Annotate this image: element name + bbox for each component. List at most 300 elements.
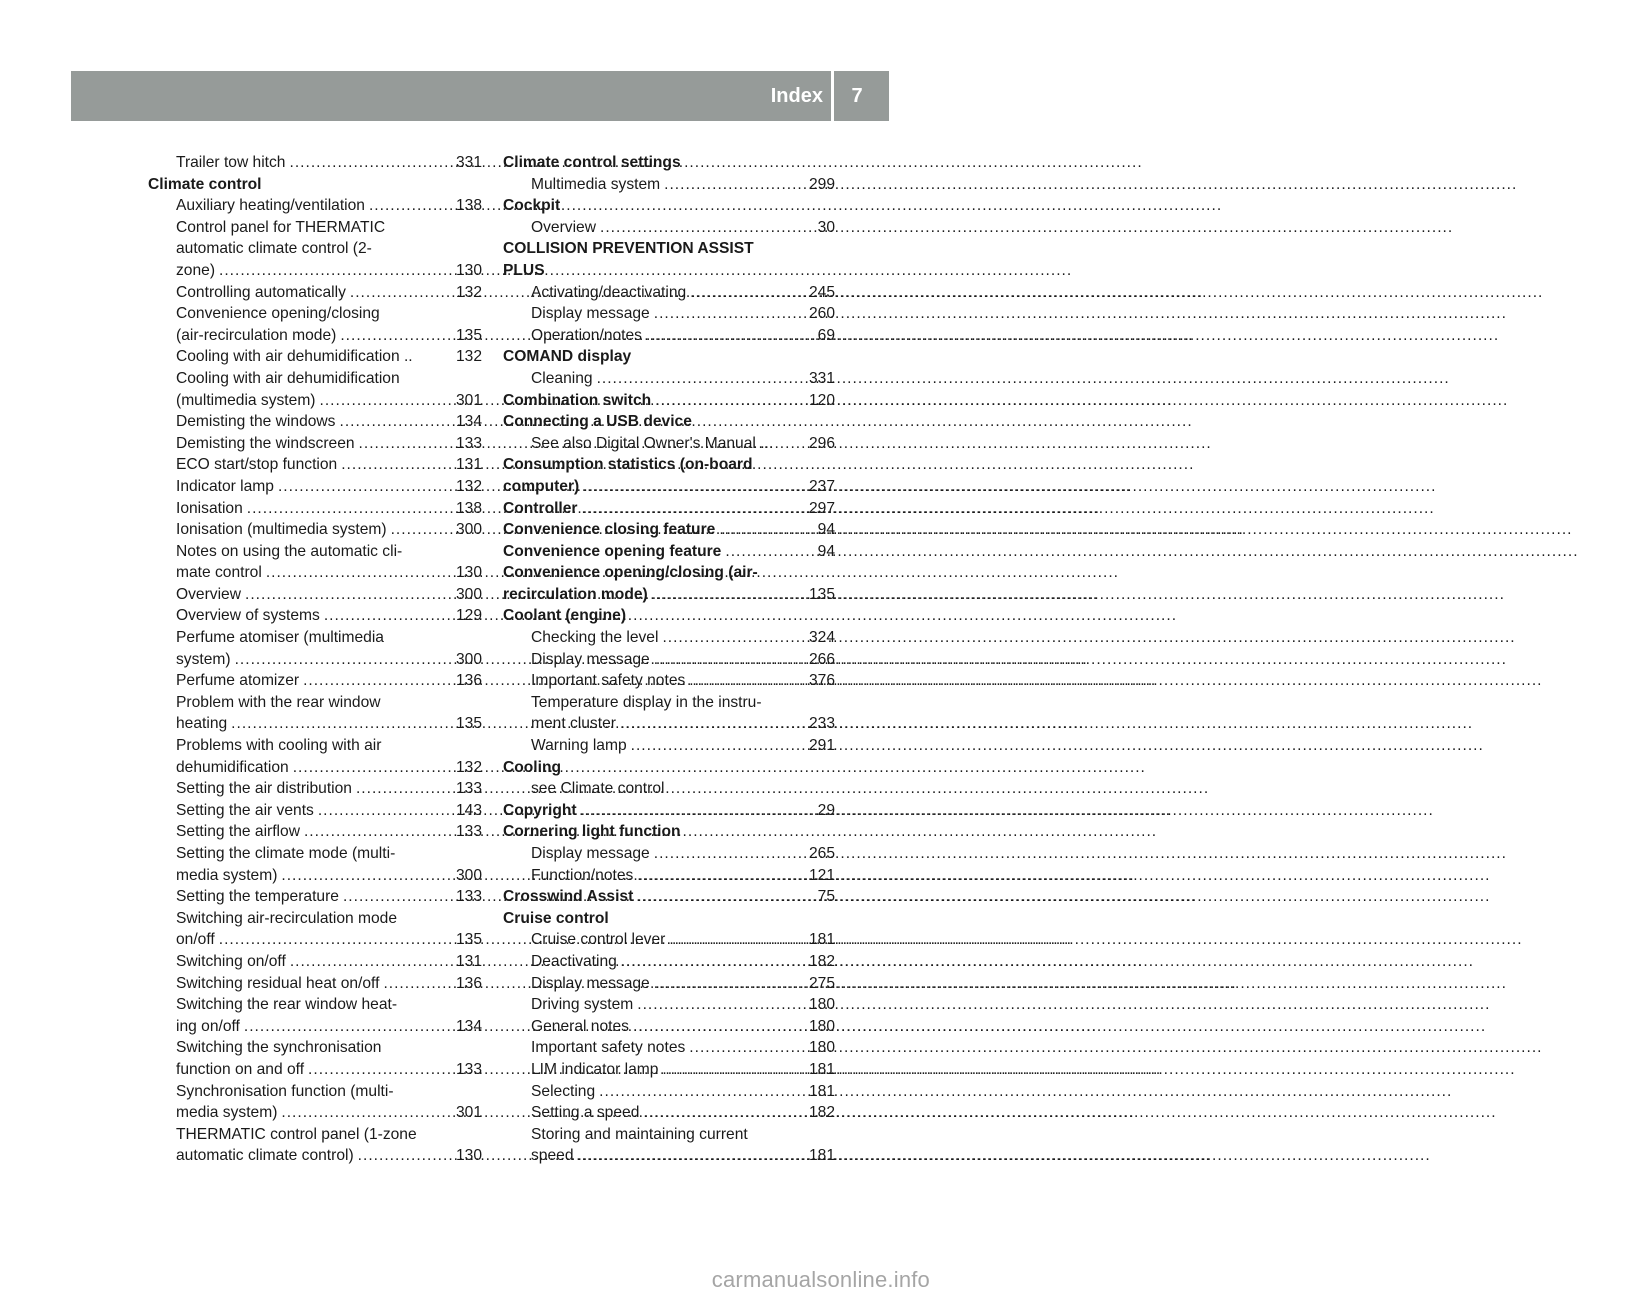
leader-dots (281, 865, 452, 887)
entry-page-number: 121 (808, 866, 835, 884)
leader-dots (633, 1016, 805, 1038)
entry-text: Multimedia system (531, 175, 661, 193)
leader-dots (369, 195, 452, 217)
entry-text: Checking the level (531, 629, 659, 647)
entry-text: Connecting a USB device (503, 413, 692, 431)
index-entry (148, 476, 482, 498)
entry-text: Display message (531, 305, 650, 323)
index-entry (148, 1016, 482, 1038)
index-entry (503, 1081, 835, 1103)
entry-page-number: 331 (455, 154, 482, 171)
index-entry (503, 584, 835, 606)
entry-page-number: 135 (455, 931, 482, 949)
leader-dots (266, 562, 452, 584)
entry-text: Convenience opening feature (503, 542, 722, 560)
index-entry (503, 562, 835, 584)
leader-dots (654, 303, 805, 325)
index-entry (503, 649, 835, 671)
index-entry (148, 1037, 482, 1059)
index-entry (503, 800, 835, 822)
index-entry (503, 152, 835, 174)
entry-page-number: 131 (455, 952, 482, 970)
entry-text: Driving system (531, 996, 634, 1014)
entry-text: media system) (176, 1104, 278, 1122)
leader-dots (662, 627, 805, 649)
entry-text: ECO start/stop function (176, 456, 338, 474)
entry-text: COMAND display (503, 348, 632, 366)
leader-dots (654, 973, 805, 995)
index-entry (503, 973, 835, 995)
leader-dots (290, 951, 452, 973)
entry-page-number: 132 (455, 348, 482, 366)
entry-text: Problems with cooling with air (176, 737, 382, 755)
entry-page-number: 94 (817, 542, 835, 560)
index-entry (148, 713, 482, 735)
index-entry (503, 476, 835, 498)
entry-text: Crosswind Assist (503, 888, 634, 906)
index-entry (503, 886, 835, 908)
index-entry (148, 584, 482, 606)
leader-dots (304, 821, 452, 843)
index-entry (148, 498, 482, 520)
entry-page-number: 29 (817, 801, 835, 819)
leader-dots (244, 1016, 452, 1038)
entry-text: Switching residual heat on/off (176, 974, 380, 992)
index-entry (503, 541, 835, 563)
entry-page-number: 301 (455, 391, 482, 409)
index-entry (148, 346, 482, 368)
leader-dots (245, 584, 452, 606)
entry-page-number: 275 (808, 974, 835, 992)
index-entry (503, 843, 835, 865)
leader-dots (620, 713, 805, 735)
leader-dots (600, 217, 814, 239)
entry-text: LIM indicator lamp (531, 1060, 659, 1078)
entry-page-number: 296 (808, 434, 835, 452)
entry-text: Important safety notes (531, 1039, 686, 1057)
entry-text: system) (176, 650, 231, 668)
entry-page-number: 301 (455, 1104, 482, 1122)
entry-page-number: 237 (808, 477, 835, 495)
index-entry (148, 541, 482, 563)
index-entry (148, 821, 482, 843)
index-entry (148, 627, 482, 649)
index-entry (148, 454, 482, 476)
index-entry (148, 282, 482, 304)
index-entry (503, 390, 835, 412)
entry-page-number: 331 (808, 369, 835, 387)
index-entry (503, 692, 835, 714)
leader-dots (281, 1102, 452, 1124)
entry-text: computer) (503, 477, 580, 495)
entry-page-number: 300 (455, 650, 482, 668)
entry-text: Display message (531, 650, 650, 668)
index-entry (148, 778, 482, 800)
entry-text: Selecting (531, 1082, 596, 1100)
entry-text: Indicator lamp (176, 477, 274, 495)
index-entry (148, 562, 482, 584)
index-entry (503, 368, 835, 390)
entry-page-number: 300 (455, 521, 482, 539)
entry-text: Control panel for THERMATIC (176, 218, 386, 236)
index-entry (148, 757, 482, 779)
index-column-right (503, 152, 835, 1167)
leader-dots (289, 152, 451, 174)
header-bar (71, 71, 889, 121)
entry-text: Switching on/off (176, 952, 286, 970)
entry-page-number: 130 (455, 564, 482, 582)
entry-page-number: 143 (455, 801, 482, 819)
entry-page-number: 180 (808, 996, 835, 1014)
leader-dots (719, 519, 813, 541)
entry-page-number: 180 (808, 1017, 835, 1035)
entry-text: Cleaning (531, 369, 593, 387)
entry-page-number: 30 (817, 218, 835, 236)
entry-text: Combination switch (503, 391, 652, 409)
entry-text: automatic climate control (2- (176, 240, 372, 258)
entry-text: Operation/notes (531, 326, 642, 344)
index-entry (503, 433, 835, 455)
entry-text: Overview (176, 585, 241, 603)
entry-text: Cornering light function (503, 823, 681, 841)
entry-text: PLUS (503, 261, 545, 279)
entry-page-number: 131 (455, 456, 482, 474)
entry-text: heating (176, 715, 228, 733)
entry-page-number: 180 (808, 1039, 835, 1057)
index-entry (503, 1037, 835, 1059)
entry-text: Setting the air distribution (176, 780, 352, 798)
entry-text: Setting the climate mode (multi- (176, 845, 396, 862)
entry-text: Function/notes (531, 866, 634, 884)
entry-page-number: 135 (808, 585, 835, 603)
leader-dots (643, 1102, 805, 1124)
leader-dots (219, 929, 452, 951)
entry-text: Important safety notes (531, 672, 686, 690)
leader-dots (655, 390, 805, 412)
entry-text: see Climate control (531, 780, 665, 798)
entry-page-number: 129 (455, 607, 482, 625)
entry-page-number: 133 (455, 823, 482, 841)
header-divider (831, 71, 834, 121)
index-entry (148, 800, 482, 822)
index-entry (503, 713, 835, 735)
index-entry (503, 519, 835, 541)
leader-dots (356, 778, 452, 800)
entry-text: Auxiliary heating/ventilation (176, 197, 365, 215)
entry-page-number: 69 (817, 326, 835, 344)
entry-page-number: 120 (808, 391, 835, 409)
index-entry (503, 605, 835, 627)
entry-text: Ionisation (multimedia system) (176, 521, 387, 539)
index-entry (503, 260, 835, 282)
leader-dots (689, 1037, 805, 1059)
index-entry (148, 174, 482, 196)
leader-dots (318, 800, 452, 822)
leader-dots (578, 1145, 805, 1167)
entry-page-number: 133 (455, 434, 482, 452)
entry-text: Problem with the rear window (176, 693, 381, 711)
entry-text: Display message (531, 974, 650, 992)
index-column-left (148, 152, 482, 1167)
entry-page-number: 94 (817, 521, 835, 539)
entry-text: mate control (176, 564, 262, 582)
section-title: Index (770, 85, 823, 107)
entry-text: speed (531, 1147, 574, 1165)
entry-text: See also Digital Owner's Manual ... (531, 434, 774, 452)
entry-text: Controlling automatically (176, 283, 346, 301)
entry-page-number: 181 (808, 1147, 835, 1165)
entry-page-number: 135 (455, 326, 482, 344)
entry-page-number: 138 (455, 197, 482, 215)
entry-text: Convenience opening/closing (air- (503, 564, 758, 582)
entry-text: Demisting the windscreen (176, 434, 355, 452)
entry-text: (air-recirculation mode) (176, 326, 337, 344)
index-entry (148, 929, 482, 951)
leader-dots (631, 735, 805, 757)
index-entry (503, 454, 835, 476)
entry-text: COLLISION PREVENTION ASSIST (503, 240, 754, 258)
index-entry (503, 1059, 835, 1081)
leader-dots (324, 605, 452, 627)
entry-page-number: 181 (808, 1082, 835, 1100)
entry-page-number: 138 (455, 499, 482, 517)
index-entry (503, 627, 835, 649)
entry-page-number: 265 (808, 845, 835, 862)
index-entry (148, 692, 482, 714)
entry-text: recirculation mode) (503, 585, 648, 603)
leader-dots (664, 174, 805, 196)
entry-page-number: 130 (455, 1147, 482, 1165)
index-entry (503, 238, 835, 260)
index-entry (148, 195, 482, 217)
index-entry (148, 951, 482, 973)
entry-page-number: 245 (808, 283, 835, 301)
entry-page-number: 135 (455, 715, 482, 733)
leader-dots (646, 325, 814, 347)
leader-dots (391, 519, 452, 541)
index-entry (503, 303, 835, 325)
leader-dots (652, 584, 805, 606)
entry-page-number: 133 (455, 780, 482, 798)
entry-text: function on and off (176, 1060, 305, 1078)
index-entry (148, 865, 482, 887)
index-entry (148, 303, 482, 325)
index-entry (148, 605, 482, 627)
leader-dots (621, 951, 805, 973)
index-entry (503, 1124, 835, 1146)
entry-text: Cruise control lever (531, 931, 666, 949)
leader-dots (320, 390, 452, 412)
index-entry (503, 217, 835, 239)
entry-page-number: 132 (455, 477, 482, 495)
entry-text: (multimedia system) (176, 391, 316, 409)
leader-dots (219, 260, 452, 282)
entry-page-number: 136 (455, 974, 482, 992)
index-entry (503, 195, 835, 217)
entry-page-number: 132 (455, 283, 482, 301)
entry-text: THERMATIC control panel (1-zone (176, 1125, 417, 1143)
entry-text: Storing and maintaining current (531, 1125, 748, 1143)
entry-text: zone) (176, 261, 216, 279)
index-entry (148, 519, 482, 541)
entry-text: Convenience opening/closing (176, 305, 380, 323)
entry-text: Setting a speed (531, 1104, 640, 1122)
index-entry (148, 973, 482, 995)
entry-text: Convenience closing feature (503, 521, 716, 539)
entry-page-number: 182 (808, 952, 835, 970)
entry-text: Cruise control (503, 909, 609, 927)
leader-dots (654, 843, 805, 865)
index-entry (148, 238, 482, 260)
index-entry (148, 152, 482, 174)
index-entry (148, 390, 482, 412)
index-entry (503, 411, 835, 433)
index-entry (503, 1016, 835, 1038)
entry-page-number: 297 (808, 499, 835, 517)
index-entry (503, 757, 835, 779)
leader-dots (343, 886, 452, 908)
entry-page-number: 324 (808, 629, 835, 647)
index-entry (148, 325, 482, 347)
leader-dots (340, 325, 452, 347)
entry-text: Coolant (engine) (503, 607, 627, 625)
leader-dots (303, 670, 452, 692)
leader-dots (689, 670, 805, 692)
entry-page-number: 182 (808, 1104, 835, 1122)
leader-dots (662, 1059, 805, 1081)
entry-text: Cockpit (503, 197, 561, 215)
index-entry (503, 951, 835, 973)
entry-text: Overview (531, 218, 596, 236)
entry-page-number: 134 (455, 1017, 482, 1035)
leader-dots (339, 411, 451, 433)
index-entry (503, 778, 835, 800)
index-entry (148, 908, 482, 930)
entry-page-number: 181 (808, 931, 835, 949)
entry-text: Activating/deactivating (531, 283, 687, 301)
index-entry (503, 929, 835, 951)
entry-text: Cooling (503, 758, 562, 776)
index-entry (148, 670, 482, 692)
leader-dots (383, 973, 452, 995)
entry-text: automatic climate control) (176, 1147, 354, 1165)
entry-page-number: 136 (455, 672, 482, 690)
entry-page-number: 181 (808, 1060, 835, 1078)
entry-page-number: 75 (817, 888, 835, 906)
leader-dots (278, 476, 452, 498)
entry-text: Trailer tow hitch (176, 154, 286, 171)
leader-dots (341, 454, 452, 476)
entry-text: Cooling with air dehumidification (176, 369, 400, 387)
leader-dots (231, 713, 452, 735)
index-entry (148, 217, 482, 239)
leader-dots (308, 1059, 452, 1081)
index-entry (503, 325, 835, 347)
entry-text: Temperature display in the instru- (531, 693, 762, 711)
entry-text: Cooling with air dehumidification .. (176, 348, 413, 366)
entry-text: Demisting the windows (176, 413, 336, 431)
entry-text: Synchronisation function (multi- (176, 1082, 394, 1100)
entry-page-number: 291 (808, 737, 835, 755)
entry-text: dehumidification (176, 758, 289, 776)
index-entry (148, 1081, 482, 1103)
leader-dots (247, 498, 452, 520)
leader-dots (599, 1081, 805, 1103)
leader-dots (582, 498, 805, 520)
index-entry (148, 260, 482, 282)
index-entry (148, 886, 482, 908)
entry-page-number: 132 (455, 758, 482, 776)
entry-page-number: 133 (455, 1060, 482, 1078)
index-entry (503, 174, 835, 196)
leader-dots (725, 541, 813, 563)
index-entry (148, 735, 482, 757)
index-entry (503, 908, 835, 930)
entry-text: ment cluster (531, 715, 616, 733)
leader-dots (359, 433, 452, 455)
entry-text: Consumption statistics (on-board (503, 456, 753, 474)
leader-dots (583, 476, 805, 498)
entry-text: Perfume atomizer (176, 672, 300, 690)
watermark: carmanualsonline.info (711, 1267, 930, 1292)
entry-text: Switching the synchronisation (176, 1039, 382, 1057)
index-entry (148, 1124, 482, 1146)
entry-text: Warning lamp (531, 737, 627, 755)
index-entry (503, 1145, 835, 1167)
entry-text: Setting the air vents (176, 801, 314, 819)
entry-text: ing on/off (176, 1017, 240, 1035)
entry-page-number: 260 (808, 305, 835, 323)
leader-dots (581, 800, 814, 822)
entry-text: Switching air-recirculation mode (176, 909, 398, 927)
entry-text: Copyright (503, 801, 577, 819)
entry-text: on/off (176, 931, 215, 949)
index-entry (148, 649, 482, 671)
entry-text: Display message (531, 845, 650, 862)
leader-dots (293, 757, 452, 779)
leader-dots (690, 282, 805, 304)
entry-text: Overview of systems (176, 607, 320, 625)
entry-text: Climate control settings (503, 154, 681, 171)
entry-text: Controller (503, 499, 578, 517)
index-entry (148, 994, 482, 1016)
index-entry (148, 411, 482, 433)
entry-page-number: 134 (455, 413, 482, 431)
entry-page-number: 266 (808, 650, 835, 668)
index-entry (503, 498, 835, 520)
leader-dots (358, 1145, 452, 1167)
leader-dots (235, 649, 452, 671)
index-entry (148, 1059, 482, 1081)
index-entry (503, 865, 835, 887)
entry-text: media system) (176, 866, 278, 884)
leader-dots (654, 649, 805, 671)
leader-dots (637, 865, 805, 887)
entry-text: Perfume atomiser (multimedia (176, 629, 384, 647)
entry-text: Setting the temperature (176, 888, 339, 906)
entry-page-number: 233 (808, 715, 835, 733)
index-entry (503, 735, 835, 757)
entry-text: Setting the airflow (176, 823, 300, 841)
index-entry (503, 670, 835, 692)
leader-dots (350, 282, 452, 304)
leader-dots (597, 368, 805, 390)
entry-page-number: 300 (455, 585, 482, 603)
entry-page-number: 376 (808, 672, 835, 690)
entry-text: Notes on using the automatic cli- (176, 542, 403, 560)
index-entry (503, 1102, 835, 1124)
index-entry (503, 282, 835, 304)
